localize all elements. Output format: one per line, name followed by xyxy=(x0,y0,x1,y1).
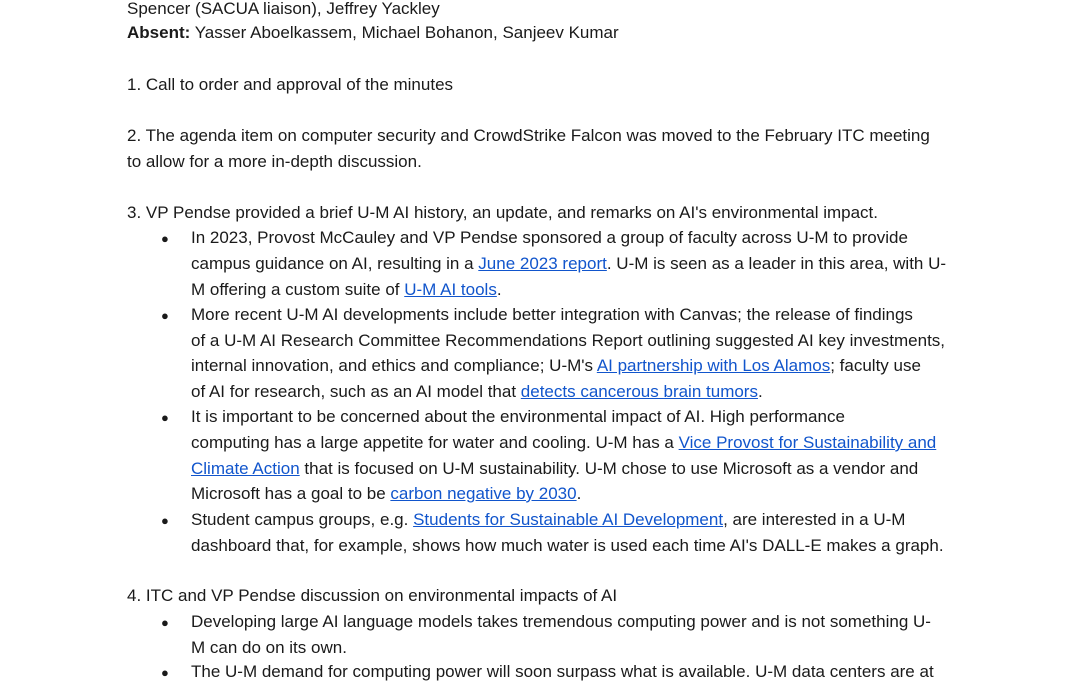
bullet-3-line-4 xyxy=(191,485,581,502)
agenda-item-3: 3. VP Pendse provided a brief U-M AI history, an update, and remarks on AI's environmental impact. xyxy=(127,203,879,222)
bullet-2-line-4 xyxy=(191,383,763,400)
agenda-item-1: 1. Call to order and approval of the minutes xyxy=(127,75,454,94)
vice-provost-sustainability-link[interactable]: Vice Provost for Sustainability and xyxy=(678,433,937,452)
bullet-icon: ● xyxy=(161,410,169,425)
text-run: . U-M is seen as a leader in this area, with U- xyxy=(606,254,947,273)
detects-brain-tumors-link[interactable]: detects cancerous brain tumors xyxy=(520,382,758,401)
text-run: computing has a large appetite for water and cooling. U-M has a xyxy=(191,433,679,452)
text-run: campus guidance on AI, resulting in a xyxy=(191,254,479,273)
bullet-1-line-3 xyxy=(191,281,502,298)
attendance-present-line xyxy=(127,0,440,17)
climate-action-link[interactable]: Climate Action xyxy=(191,459,300,478)
bullet-4-line-1 xyxy=(191,511,905,528)
agenda-item-4: 4. ITC and VP Pendse discussion on environmental impacts of AI xyxy=(127,586,618,605)
bullet-icon: ● xyxy=(161,513,169,528)
text-run: Microsoft has a goal to be xyxy=(191,484,391,503)
bullet-5-line-1: Developing large AI language models takes tremendous computing power and is not something U- xyxy=(191,612,931,631)
um-ai-tools-link[interactable]: U-M AI tools xyxy=(404,280,497,299)
bullet-2-line-3 xyxy=(191,357,921,374)
bullet-icon: ● xyxy=(161,308,169,323)
text-run: internal innovation, and ethics and compliance; U-M's xyxy=(191,356,597,375)
bullet-icon: ● xyxy=(161,615,169,630)
agenda-item-2-line-1: 2. The agenda item on computer security and CrowdStrike Falcon was moved to the February ITC meeting xyxy=(127,126,930,145)
text-run: . xyxy=(576,484,582,503)
text-run: . xyxy=(757,382,763,401)
bullet-6-line-1: The U-M demand for computing power will soon surpass what is available. U-M data centers are at xyxy=(191,662,934,681)
absent-label: Absent: xyxy=(127,23,191,42)
bullet-3-line-1: It is important to be concerned about the environmental impact of AI. High performance xyxy=(191,407,845,426)
text-run: ; faculty use xyxy=(830,356,921,375)
bullet-1-line-2 xyxy=(191,255,946,272)
bullet-1-line-1: In 2023, Provost McCauley and VP Pendse sponsored a group of faculty across U-M to provide xyxy=(191,228,908,247)
bullet-4-line-2: dashboard that, for example, shows how much water is used each time AI's DALL-E makes a graph. xyxy=(191,536,944,555)
june-2023-report-link[interactable]: June 2023 report xyxy=(478,254,607,273)
bullet-2-line-2: of a U-M AI Research Committee Recommendations Report outlining suggested AI key investments, xyxy=(191,331,946,350)
text-run: , are interested in a U-M xyxy=(723,510,906,529)
bullet-3-line-3 xyxy=(191,460,918,477)
text-run: that is focused on U-M sustainability. U-M chose to use Microsoft as a vendor and xyxy=(299,459,919,478)
students-sustainable-ai-link[interactable]: Students for Sustainable AI Development xyxy=(413,510,724,529)
bullet-2-line-1: More recent U-M AI developments include better integration with Canvas; the release of findings xyxy=(191,305,913,324)
bullet-icon: ● xyxy=(161,665,169,680)
ai-partnership-los-alamos-link[interactable]: AI partnership with Los Alamos xyxy=(596,356,831,375)
bullet-5-line-2: M can do on its own. xyxy=(191,638,347,657)
carbon-negative-2030-link[interactable]: carbon negative by 2030 xyxy=(390,484,577,503)
present-names: Spencer (SACUA liaison), Jeffrey Yackley xyxy=(127,0,440,18)
bullet-icon: ● xyxy=(161,231,169,246)
text-run: . xyxy=(496,280,502,299)
text-run: Student campus groups, e.g. xyxy=(191,510,414,529)
text-run: M offering a custom suite of xyxy=(191,280,405,299)
text-run: of AI for research, such as an AI model that xyxy=(191,382,521,401)
agenda-item-2-line-2: to allow for a more in-depth discussion. xyxy=(127,152,422,171)
attendance-absent-line xyxy=(127,24,619,41)
bullet-3-line-2 xyxy=(191,434,936,451)
absent-names: Yasser Aboelkassem, Michael Bohanon, Sanjeev Kumar xyxy=(190,23,619,42)
